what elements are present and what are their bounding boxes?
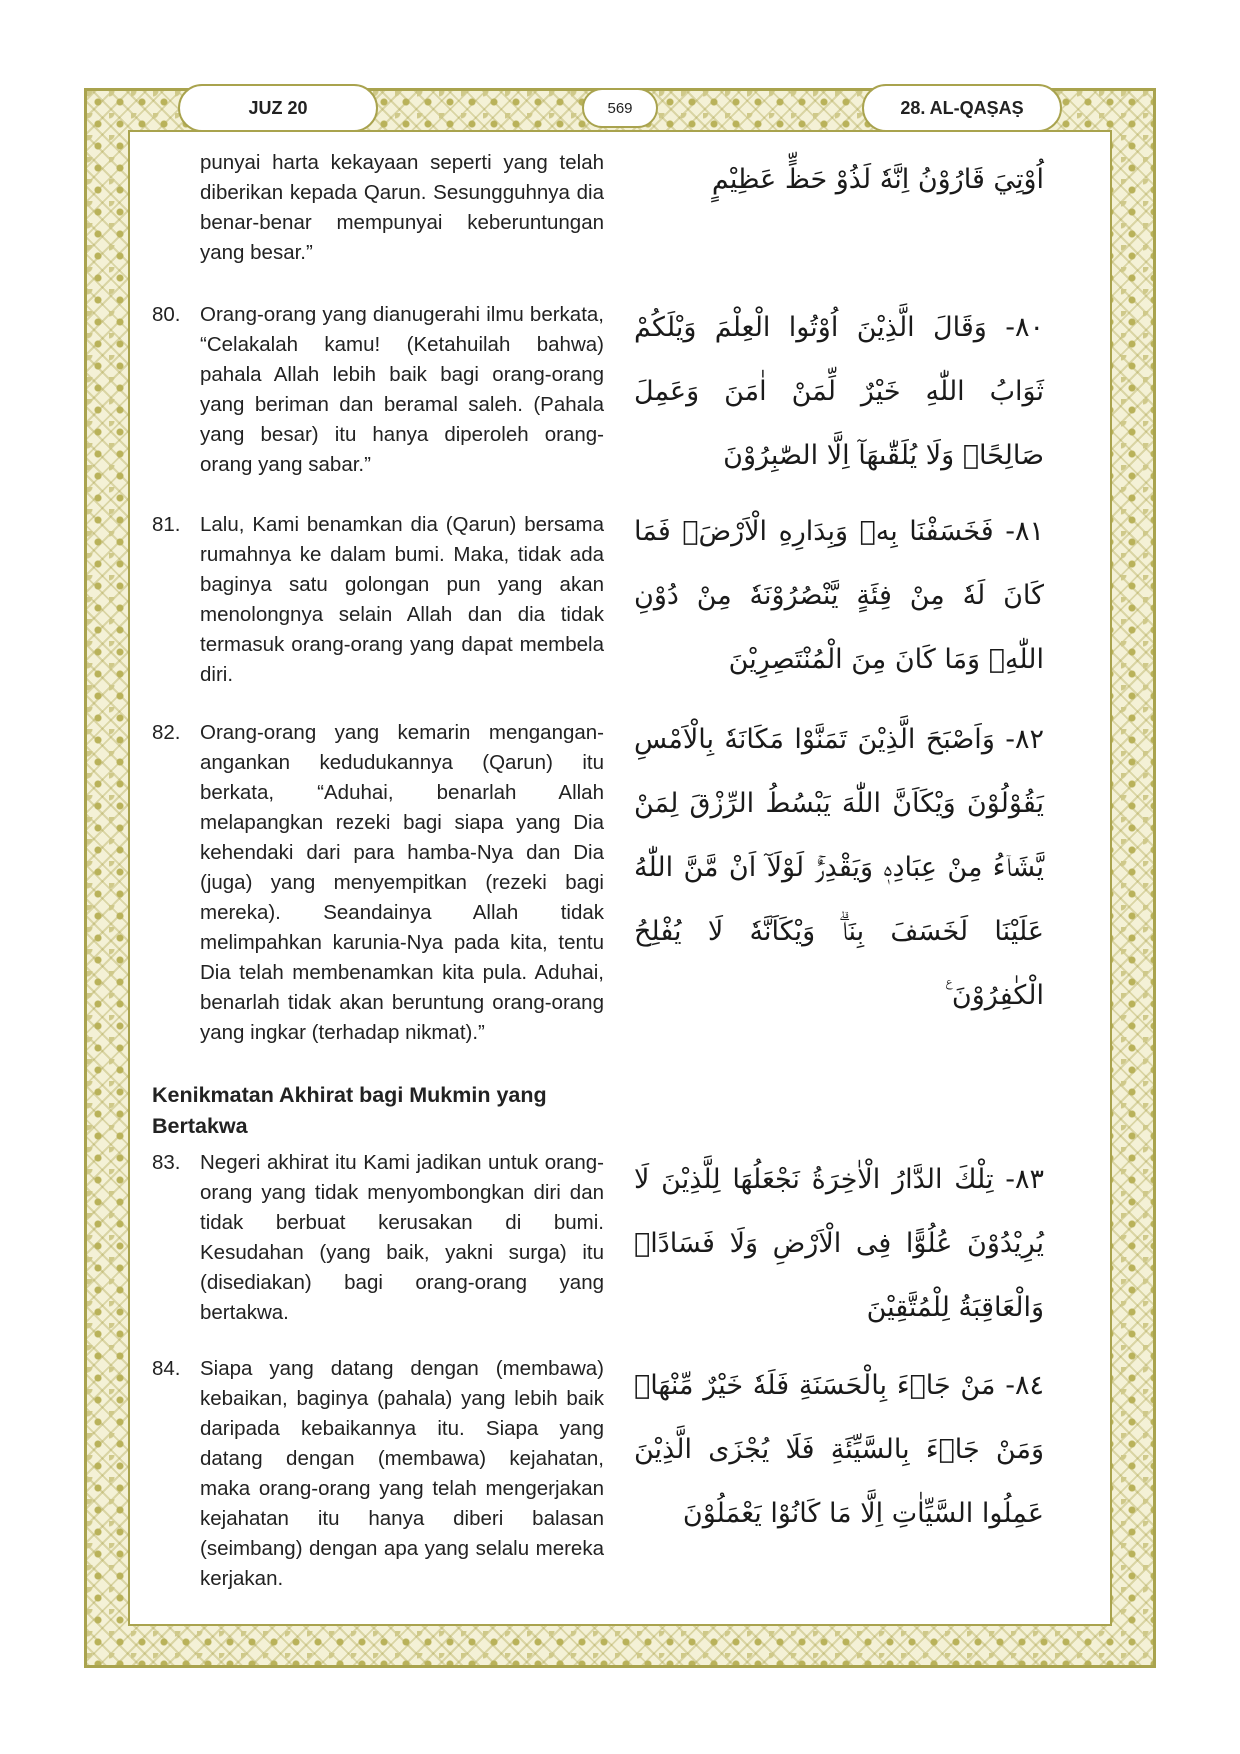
translation-continuation-text: punyai harta kekayaan seperti yang telah diberikan kepada Qarun. Sesungguhnya dia benar-benar mempunyai keberuntungan yang besar.” [200,151,604,264]
verse-number: 84. [152,1357,181,1380]
arabic-verse-82: ٨٢- وَاَصْبَحَ الَّذِيْنَ تَمَنَّوْا مَكَانَهٗ بِالْاَمْسِ يَقُوْلُوْنَ وَيْكَاَنَّ اللّٰهَ يَبْسُطُ الرِّزْقَ لِمَنْ يَّشَاۤءُ مِنْ عِبَادِهٖ وَيَقْدِرُۚ لَوْلَآ اَنْ مَّنَّ اللّٰهُ عَلَيْنَا لَخَسَفَ بِنَاۗ وَيْكَاَنَّهٗ لَا يُفْلِحُ الْكٰفِرُوْنَ ࣖ [634,724,1044,1011]
arabic-verse-81: ٨١- فَخَسَفْنَا بِهٖ وَبِدَارِهِ الْاَرْضَۗ فَمَا كَانَ لَهٗ مِنْ فِئَةٍ يَّنْصُرُوْنَهٗ مِنْ دُوْنِ اللّٰهِۖ وَمَا كَانَ مِنَ الْمُنْتَصِرِيْنَ [634,516,1044,675]
juz-text: JUZ 20 [248,97,308,118]
translation-text: Negeri akhirat itu Kami jadikan untuk orang-orang yang tidak menyombongkan diri dan tidak berbuat kerusakan di bumi. Kesudahan (yang baik, yakni surga) itu (disediakan) bagi orang-orang yang bertakwa. [200,1151,604,1324]
verse-number: 80. [152,303,181,326]
verse-number: 83. [152,1151,181,1174]
arabic-continuation: اُوْتِيَ قَارُوْنُ اِنَّهٗ لَذُوْ حَظٍّ عَظِيْمٍ [711,164,1044,195]
translation-verse-83 [152,1148,604,1328]
surah-label [862,84,1062,132]
arabic-verse-83: ٨٣- تِلْكَ الدَّارُ الْاٰخِرَةُ نَجْعَلُهَا لِلَّذِيْنَ لَا يُرِيْدُوْنَ عُلُوًّا فِى الْاَرْضِ وَلَا فَسَادًاۗ وَالْعَاقِبَةُ لِلْمُتَّقِيْنَ [634,1164,1044,1323]
translation-text: Orang-orang yang dianugerahi ilmu berkata, “Celakalah kamu! (Ketahuilah bahwa) pahala Allah lebih baik bagi orang-orang yang beriman dan beramal saleh. (Pahala yang besar) itu hanya diperoleh orang-orang yang sabar.” [200,303,604,476]
section-heading: Kenikmatan Akhirat bagi Mukmin yang Bertakwa [152,1083,547,1138]
translation-verse-82 [152,718,604,1048]
arabic-verse-80: ٨٠- وَقَالَ الَّذِيْنَ اُوْتُوا الْعِلْمَ وَيْلَكُمْ ثَوَابُ اللّٰهِ خَيْرٌ لِّمَنْ اٰمَنَ وَعَمِلَ صَالِحًاۚ وَلَا يُلَقّٰىهَآ اِلَّا الصّٰبِرُوْنَ [634,312,1044,471]
translation-verse-84 [152,1354,604,1594]
translation-verse-81 [152,510,604,690]
page-number-text: 569 [607,99,633,117]
verse-number: 81. [152,513,181,536]
page-number [582,88,658,128]
translation-text: Lalu, Kami benamkan dia (Qarun) bersama rumahnya ke dalam bumi. Maka, tidak ada baginya satu golongan pun yang akan menolongnya selain Allah dan dia tidak termasuk orang-orang yang dapat membela diri. [200,513,604,686]
surah-text: 28. AL-QAṢAṢ [900,97,1024,118]
translation-verse-80 [152,300,604,480]
verse-number: 82. [152,721,181,744]
arabic-verse-84: ٨٤- مَنْ جَاۤءَ بِالْحَسَنَةِ فَلَهٗ خَيْرٌ مِّنْهَاۚ وَمَنْ جَاۤءَ بِالسَّيِّئَةِ فَلَا يُجْزَى الَّذِيْنَ عَمِلُوا السَّيِّاٰتِ اِلَّا مَا كَانُوْا يَعْمَلُوْنَ [634,1370,1044,1529]
translation-text: Orang-orang yang kemarin mengangan-angankan kedudukannya (Qarun) itu berkata, “Aduhai, benarlah Allah melapangkan rezeki bagi siapa yang Dia kehendaki dari para hamba-Nya dan Dia (juga) yang menyempitkan (rezeki bagi mereka). Seandainya Allah tidak melimpahkan karunia-Nya pada kita, tentu Dia telah membenamkan kita pula. Aduhai, benarlah tidak akan beruntung orang-orang yang ingkar (terhadap nikmat).” [200,721,604,1044]
translation-continuation [152,148,604,268]
juz-label [178,84,378,132]
translation-text: Siapa yang datang dengan (membawa) kebaikan, baginya (pahala) yang lebih baik daripada kebaikannya itu. Siapa yang datang dengan (membawa) kejahatan, maka orang-orang yang telah mengerjakan kejahatan itu hanya diberi balasan (seimbang) dengan apa yang selalu mereka kerjakan. [200,1357,604,1590]
